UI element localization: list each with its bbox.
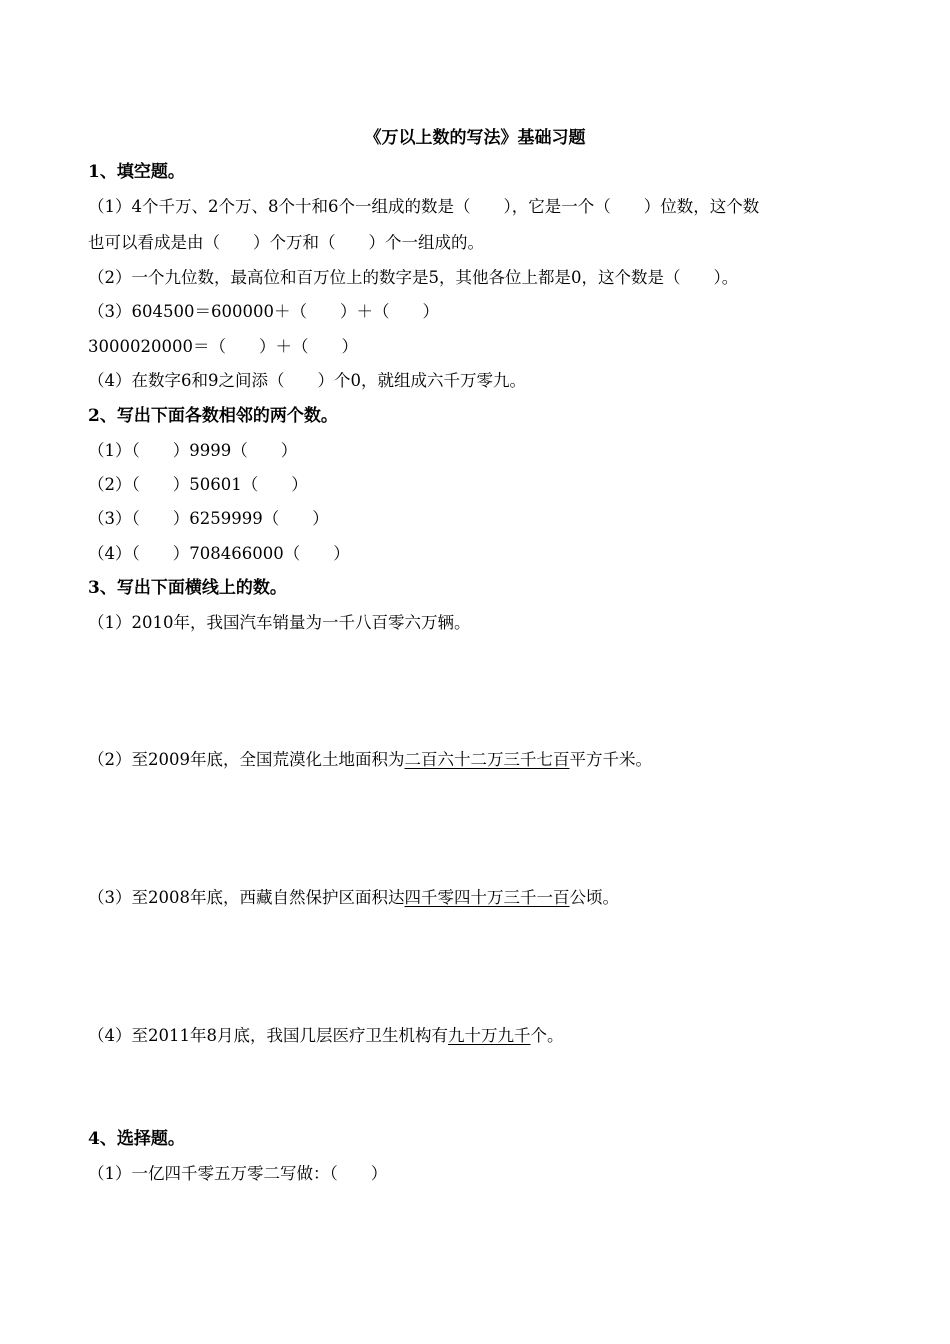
question-3-2-unit: 平方千米。 <box>569 750 652 769</box>
question-1-3-line-1: （3）604500＝600000＋（ ）＋（ ） <box>88 302 439 321</box>
question-2-2: （2）（ ）50601（ ） <box>88 475 308 494</box>
section-2-heading: 2、写出下面各数相邻的两个数。 <box>88 406 338 426</box>
question-3-2 <box>88 749 652 771</box>
page-title: 《万以上数的写法》基础习题 <box>364 128 586 148</box>
question-3-2-underlined-number: 二百六十二万三千七百 <box>404 750 570 769</box>
section-1-heading: 1、填空题。 <box>88 162 185 182</box>
question-3-4 <box>88 1025 564 1047</box>
question-1-4: （4）在数字6和9之间添（ ）个0，就组成六千万零九。 <box>88 371 526 390</box>
section-3-heading: 3、写出下面横线上的数。 <box>88 578 287 598</box>
question-3-2-text: （2）至2009年底，全国荒漠化土地面积为 <box>88 750 405 769</box>
question-1-2: （2）一个九位数，最高位和百万位上的数字是5，其他各位上都是0，这个数是（ ）。 <box>88 268 739 287</box>
question-3-4-text: （4）至2011年8月底，我国几层医疗卫生机构有 <box>88 1026 448 1045</box>
section-4-heading: 4、选择题。 <box>88 1129 185 1149</box>
question-3-1: （1）2010年，我国汽车销量为一千八百零六万辆。 <box>88 613 471 632</box>
question-3-3-text: （3）至2008年底，西藏自然保护区面积达 <box>88 888 405 907</box>
question-3-3-unit: 公顷。 <box>569 888 619 907</box>
question-2-4: （4）（ ）708466000（ ） <box>88 544 350 563</box>
question-3-3-underlined-number: 四千零四十万三千一百 <box>404 888 570 907</box>
question-1-3-line-2: 3000020000＝（ ）＋（ ） <box>88 337 358 356</box>
question-3-4-underlined-number: 九十万九千 <box>448 1026 531 1045</box>
question-3-3 <box>88 887 619 909</box>
question-1-1-line-2: 也可以看成是由（ ）个万和（ ）个一组成的。 <box>88 233 484 252</box>
question-2-3: （3）（ ）6259999（ ） <box>88 509 329 528</box>
question-4-1: （1）一亿四千零五万零二写做：（ ） <box>88 1164 388 1183</box>
question-3-4-unit: 个。 <box>530 1026 564 1045</box>
question-1-1-line-1: （1）4个千万、2个万、8个十和6个一组成的数是（ ），它是一个（ ）位数，这个数 <box>88 197 760 216</box>
question-2-1: （1）（ ）9999（ ） <box>88 441 298 460</box>
